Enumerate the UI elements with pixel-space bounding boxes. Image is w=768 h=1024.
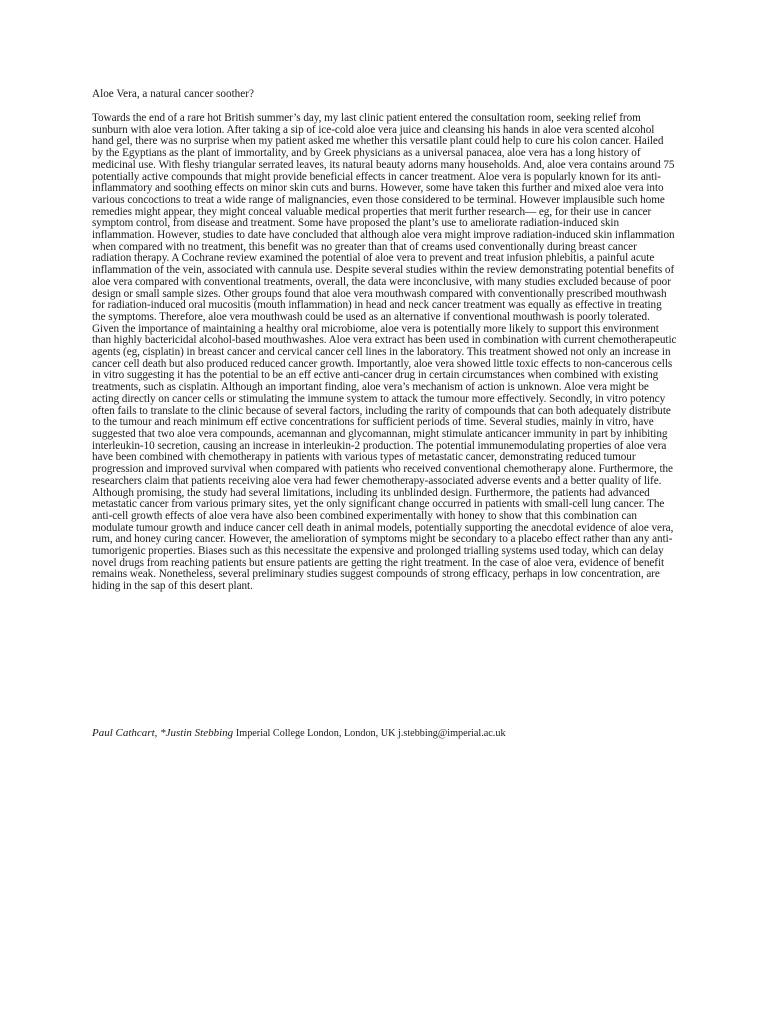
byline <box>92 727 506 740</box>
article-body: Towards the end of a rare hot British summer’s day, my last clinic patient entered the consultation room, seeking relief from sunburn with aloe vera lotion. After taking a sip of ice-cold aloe vera juice and cleansing his hands in aloe vera scented alcohol hand gel, there was no surprise when my patient asked me whether this versatile plant could help to cure his colon cancer. Hailed by the Egyptians as the plant of immortality, and by Greek physicians as a universal panacea, aloe vera has a long history of medicinal use. With fleshy triangular serrated leaves, its natural beauty adorns many households. And, aloe vera contains around 75 potentially active compounds that might provide beneficial effects in cancer treatment. Aloe vera is popularly known for its anti-inflammatory and soothing effects on minor skin cuts and burns. However, some have taken this further and mixed aloe vera into various concoctions to treat a wide range of malignancies, even those considered to be terminal. However implausible such home remedies might appear, they might conceal valuable medical properties that merit further research— eg, for their use in cancer symptom control, from disease and treatment. Some have proposed the plant’s use to ameliorate radiation-induced skin inflammation. However, studies to date have concluded that although aloe vera might improve radiation-induced skin inflammation when compared with no treatment, this benefit was no greater than that of creams used conventionally during breast cancer radiation therapy. A Cochrane review examined the potential of aloe vera to prevent and treat infusion phlebitis, a painful acute inflammation of the vein, associated with cannula use. Despite several studies within the review demonstrating potential benefits of aloe vera compared with conventional treatments, overall, the data were inconclusive, with many studies excluded because of poor design or small sample sizes. Other groups found that aloe vera mouthwash compared with conventionally prescribed mouthwash for radiation-induced oral mucositis (mouth inflammation) in head and neck cancer treatment was equally as effective in treating the symptoms. Therefore, aloe vera mouthwash could be used as an alternative if conventional mouthwash is poorly tolerated. Given the importance of maintaining a healthy oral microbiome, aloe vera is potentially more likely to support this environment than highly bactericidal alcohol-based mouthwashes. Aloe vera extract has been used in combination with current chemotherapeutic agents (eg, cisplatin) in breast cancer and cervical cancer cell lines in the laboratory. This treatment showed not only an increase in cancer cell death but also produced reduced cancer growth. Importantly, aloe vera showed little toxic effects to non-cancerous cells in vitro suggesting it has the potential to be an eff ective anti-cancer drug in certain circumstances when combined with existing treatments, such as cisplatin. Although an important finding, aloe vera’s mechanism of action is unknown. Aloe vera might be acting directly on cancer cells or stimulating the immune system to attack the tumour more effectively. Secondly, in vitro potency often fails to translate to the clinic because of several factors, including the rarity of compounds that can both adequately distribute to the tumour and reach minimum eff ective concentrations for sufficient periods of time. Several studies, mainly in vitro, have suggested that two aloe vera compounds, acemannan and glycomannan, might stimulate anticancer immunity in part by inhibiting interleukin-10 secretion, causing an increase in interleukin-2 production. The potential immunemodulating properties of aloe vera have been combined with chemotherapy in patients with various types of metastatic cancer, demonstrating reduced tumour progression and improved survival when compared with patients who received conventional chemotherapy alone. Furthermore, the researchers claim that patients receiving aloe vera had fewer chemotherapy-associated adverse events and a better quality of life. Although promising, the study had several limitations, including its unblinded design. Furthermore, the patients had advanced metastatic cancer from various primary sites, yet the only significant change occurred in patients with small-cell lung cancer. The anti-cell growth effects of aloe vera have also been combined experimentally with honey to show that this combination can modulate tumour growth and induce cancer cell death in animal models, potentially supporting the anecdotal evidence of aloe vera, rum, and honey curing cancer. However, the amelioration of symptoms might be secondary to a placebo effect rather than any anti-tumorigenic properties. Biases such as this necessitate the expensive and prolonged trialling systems used today, which can delay novel drugs from reaching patients but ensure patients are getting the right treatment. In the case of aloe vera, evidence of benefit remains weak. Nonetheless, several preliminary studies suggest compounds of strong efficacy, perhaps in low concentration, are hiding in the sap of this desert plant. <box>92 112 677 593</box>
author-names: Paul Cathcart, *Justin Stebbing <box>92 727 234 739</box>
author-affiliation: Imperial College London, London, UK j.stebbing@imperial.ac.uk <box>235 728 506 739</box>
article-title: Aloe Vera, a natural cancer soother? <box>92 88 254 100</box>
